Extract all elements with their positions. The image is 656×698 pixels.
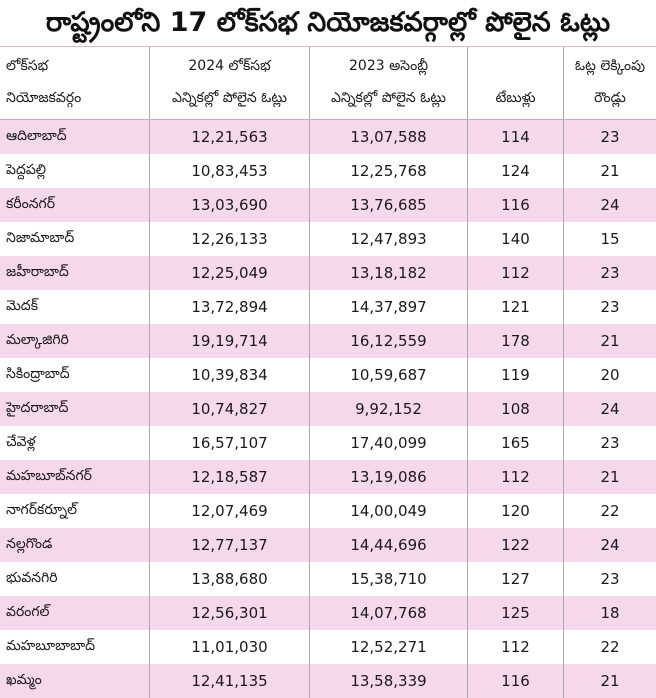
cell-votes-2023: 10,59,687	[310, 358, 468, 392]
cell-constituency: నల్లగొండ	[0, 528, 150, 562]
cell-rounds: 23	[600, 264, 620, 282]
cell-tables: 112	[468, 630, 564, 664]
cell-constituency: ఖమ్మం	[0, 664, 150, 698]
cell-constituency: జహీరాబాద్	[0, 256, 150, 290]
cell-constituency: మల్కాజిగిరి	[0, 324, 150, 358]
cell-votes-2024: 10,83,453	[150, 154, 310, 188]
table-row	[0, 188, 656, 222]
table-row	[0, 222, 656, 256]
cell-votes-2023: 12,25,768	[310, 154, 468, 188]
cell-constituency: మహబూబ్‌నగర్	[0, 460, 150, 494]
table-row	[0, 596, 656, 630]
cell-rounds: 23	[600, 434, 620, 452]
cell-rounds: 15	[600, 230, 620, 248]
cell-tables: 125	[468, 596, 564, 630]
cell-votes-2023: 12,52,271	[310, 630, 468, 664]
table-row	[0, 256, 656, 290]
header-2024-line1: 2024 లోక్‌సభ	[188, 57, 271, 74]
cell-constituency: మెదక్	[0, 290, 150, 324]
cell-votes-2024: 12,21,563	[150, 120, 310, 154]
header-tables-label: టేబుళ్లు	[495, 90, 536, 106]
cell-votes-2024: 13,72,894	[150, 290, 310, 324]
table-row	[0, 664, 656, 698]
cell-votes-2023: 13,58,339	[310, 664, 468, 698]
cell-constituency: కరీంనగర్	[0, 188, 150, 222]
cell-votes-2024: 12,56,301	[150, 596, 310, 630]
cell-votes-2023: 14,44,696	[310, 528, 468, 562]
table-row	[0, 120, 656, 154]
header-2023-line1: 2023 అసెంబ్లీ	[349, 57, 428, 74]
cell-votes-2024: 13,03,690	[150, 188, 310, 222]
header-2024-votes	[150, 47, 310, 119]
cell-votes-2024: 19,19,714	[150, 324, 310, 358]
cell-votes-2023: 13,19,086	[310, 460, 468, 494]
cell-votes-2024: 12,77,137	[150, 528, 310, 562]
table-row	[0, 290, 656, 324]
cell-votes-2023: 13,18,182	[310, 256, 468, 290]
cell-votes-2024: 12,18,587	[150, 460, 310, 494]
cell-votes-2024: 10,39,834	[150, 358, 310, 392]
cell-tables: 114	[468, 120, 564, 154]
cell-tables: 121	[468, 290, 564, 324]
cell-votes-2023: 14,00,049	[310, 494, 468, 528]
cell-rounds: 21	[600, 468, 620, 486]
cell-constituency: పెద్దపల్లి	[0, 154, 150, 188]
cell-constituency: ఆదిలాబాద్	[0, 120, 150, 154]
header-tables	[468, 47, 564, 119]
table-row	[0, 460, 656, 494]
table-row	[0, 494, 656, 528]
table-row	[0, 392, 656, 426]
header-2024-line2: ఎన్నికల్లో పోలైన ఓట్లు	[171, 89, 288, 106]
cell-rounds: 22	[600, 638, 620, 656]
table-header-row	[0, 47, 656, 120]
cell-tables: 140	[468, 222, 564, 256]
header-2023-line2: ఎన్నికల్లో పోలైన ఓట్లు	[330, 89, 447, 106]
header-constituency	[0, 47, 150, 119]
cell-tables: 116	[468, 188, 564, 222]
header-rounds-line2: రౌండ్లు	[594, 89, 626, 106]
cell-rounds: 24	[600, 400, 620, 418]
cell-tables: 122	[468, 528, 564, 562]
cell-votes-2023: 9,92,152	[310, 392, 468, 426]
cell-tables: 112	[468, 460, 564, 494]
cell-constituency: సికింద్రాబాద్	[0, 358, 150, 392]
cell-rounds: 21	[600, 162, 620, 180]
cell-votes-2024: 16,57,107	[150, 426, 310, 460]
cell-rounds: 21	[600, 332, 620, 350]
cell-tables: 112	[468, 256, 564, 290]
cell-constituency: వరంగల్	[0, 596, 150, 630]
cell-constituency: భువనగిరి	[0, 562, 150, 596]
cell-rounds: 24	[600, 196, 620, 214]
cell-votes-2024: 13,88,680	[150, 562, 310, 596]
header-rounds	[564, 47, 656, 119]
table-row	[0, 154, 656, 188]
table-row	[0, 528, 656, 562]
table-row	[0, 426, 656, 460]
cell-votes-2024: 12,07,469	[150, 494, 310, 528]
header-constituency-line2: నియోజకవర్గం	[6, 89, 82, 106]
header-rounds-line1: ఓట్ల లెక్కింపు	[574, 57, 646, 74]
page-title: రాష్ట్రంలోని 17 లోక్‌సభ నియోజకవర్గాల్లో పోలైన ఓట్లు	[0, 0, 656, 47]
cell-tables: 178	[468, 324, 564, 358]
cell-rounds: 24	[600, 536, 620, 554]
cell-constituency: హైదరాబాద్	[0, 392, 150, 426]
cell-tables: 119	[468, 358, 564, 392]
cell-tables: 124	[468, 154, 564, 188]
cell-votes-2023: 15,38,710	[310, 562, 468, 596]
cell-votes-2024: 12,26,133	[150, 222, 310, 256]
cell-rounds: 20	[600, 366, 620, 384]
cell-votes-2023: 16,12,559	[310, 324, 468, 358]
header-constituency-line1: లోక్‌సభ	[6, 57, 49, 74]
cell-votes-2023: 12,47,893	[310, 222, 468, 256]
cell-votes-2024: 11,01,030	[150, 630, 310, 664]
cell-rounds: 21	[600, 672, 620, 690]
cell-constituency: చేవెళ్ల	[0, 426, 150, 460]
cell-tables: 165	[468, 426, 564, 460]
cell-rounds: 22	[600, 502, 620, 520]
cell-rounds: 23	[600, 570, 620, 588]
cell-tables: 127	[468, 562, 564, 596]
table-body	[0, 120, 656, 698]
cell-votes-2023: 17,40,099	[310, 426, 468, 460]
cell-tables: 120	[468, 494, 564, 528]
cell-votes-2023: 13,07,588	[310, 120, 468, 154]
cell-votes-2023: 14,07,768	[310, 596, 468, 630]
cell-votes-2023: 13,76,685	[310, 188, 468, 222]
table-row	[0, 562, 656, 596]
header-2023-votes	[310, 47, 468, 119]
cell-rounds: 18	[600, 604, 620, 622]
cell-constituency: నాగర్‌కర్నూల్	[0, 494, 150, 528]
cell-rounds: 23	[600, 298, 620, 316]
cell-votes-2024: 12,25,049	[150, 256, 310, 290]
cell-votes-2023: 14,37,897	[310, 290, 468, 324]
votes-table	[0, 47, 656, 698]
table-row	[0, 324, 656, 358]
table-row	[0, 630, 656, 664]
cell-constituency: మహబూబాబాద్	[0, 630, 150, 664]
cell-constituency: నిజామాబాద్	[0, 222, 150, 256]
cell-votes-2024: 10,74,827	[150, 392, 310, 426]
table-row	[0, 358, 656, 392]
cell-rounds: 23	[600, 128, 620, 146]
cell-votes-2024: 12,41,135	[150, 664, 310, 698]
cell-tables: 116	[468, 664, 564, 698]
cell-tables: 108	[468, 392, 564, 426]
